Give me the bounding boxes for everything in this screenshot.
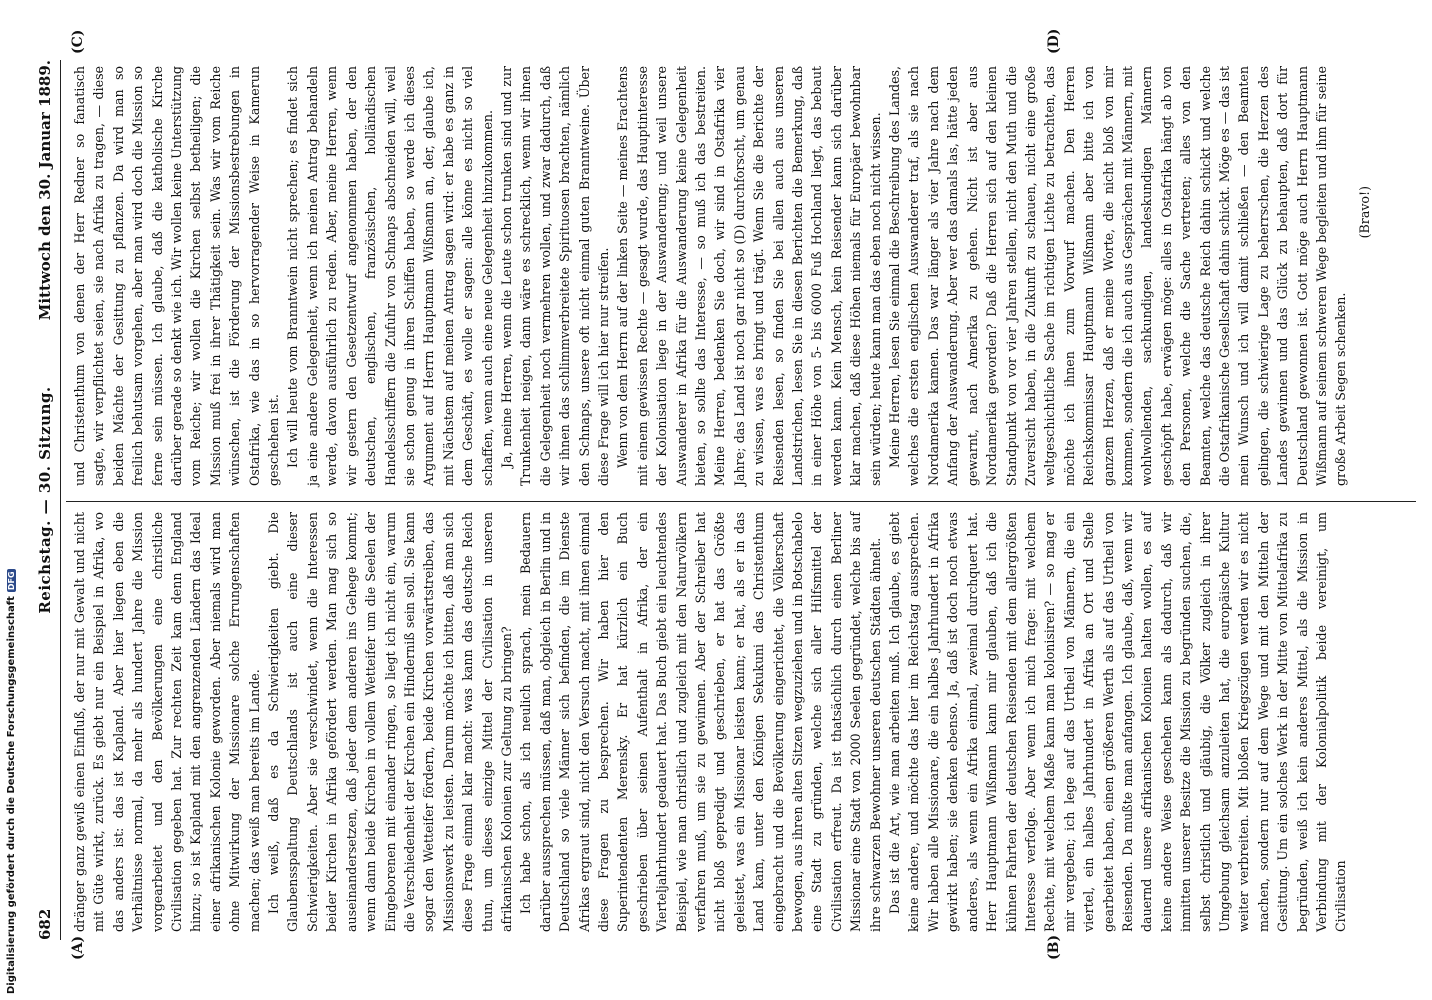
paragraph: und Christenthum von denen der Herr Redner so fanatisch sagte, wir verpflichtet seien, sie nach Afrika zu tragen, — diese beiden Mächte der Gesittung zu pflanzen. Da wird man so freilich behutsam vorgehen, aber man wird doch die Mission so ferne sein müssen. Ich glaube, daß die katholische Kirche darüber gerade so denkt wie ich. Wir wollen keine Unterstützung vom Reiche; wir wollen die Kirchen selbst betheiligen; die Mission muß frei in ihrer Thätigkeit sein. Was wir vom Reiche wünschen, ist die Förderung der Missionsbestrebungen in Ostafrika, wie das in so hervorragender Weise in Kamerun geschehen ist. — [72, 66, 282, 486]
paragraph: dränger ganz gewiß einen Einfluß, der nur mit Gewalt und nicht mit Güte wirkt, zurück. Es giebt nur ein Beispiel in Afrika, wo das anders ist: das ist Kapland. Aber hier liegen eben die Verhältnisse normal, da mehr als hundert Jahre die Mission vorgearbeitet und den Bevölkerungen eine christliche Civilisation gegeben hat. Zur rechten Zeit kam denn England hinzu; so ist Kapland mit den angrenzenden Ländern das Ideal einer afrikanischen Kolonie geworden. Aber niemals wird man ohne Mitwirkung der Missionare solche Errungenschaften machen; das weiß man bereits im Lande. — [72, 512, 262, 932]
paragraph: Wenn von dem Herrn auf der linken Seite — meines Erachtens mit einem gewissen Rechte — gesagt wurde, das Hauptinteresse der Kolonisation liege in der Auswanderung; und weil unsere Auswanderer in Afrika für die Auswanderung keine Gelegenheit bieten, so sollte das Interesse, — so muß ich das bestreiten. Meine Herren, bedenken Sie doch, wir sind in Ostafrika vier Jahre; das Land ist noch gar nicht so (D) durchforscht, um genau zu wissen, was es bringt und trägt. Wenn Sie die Berichte der Reisenden lesen, so finden Sie bei allen auch aus unseren Landstrichen, lesen Sie in diesen Berichten die Bemerkung, daß in einer Höhe von 5- bis 6000 Fuß Hochland liegt, das bebaut werden kann. Kein Mensch, kein Reisender kann sich darüber klar machen, daß diese Höhen niemals für Europäer bewohnbar sein würden; heute kann man das eben noch nicht wissen. — [615, 66, 883, 486]
paragraph: Ja, meine Herren, wenn die Leute schon trunken sind und zur Trunkenheit neigen, dann wäre es schrecklich, wenn wir ihnen die Gelegenheit noch vermehren wollen, und zwar dadurch, daß wir ihnen das schlimmverbreitete Spirituosen brachten, nämlich den Schnaps, unsere oft nicht einmal guten Branntweine. Über diese Frage will ich hier nur streifen. — [498, 66, 611, 486]
digitization-credit — [6, 571, 20, 994]
paragraph: Ich will heute vom Branntwein nicht sprechen; es findet sich ja eine andere Gelegenheit, wenn ich meinen Antrag behandeln werde, davon ausführlich zu reden. Aber, meine Herren, wenn wir gestern den Gesetzentwurf angenommen haben, der den deutschen, englischen, französischen, holländischen Handelsschiffern die Zufuhr von Schnaps abschneiden will, weil sie schon genug in ihren Schiffen haben, so werde ich dieses Argument auf Herrn Hauptmann Wißmann an, der, glaube ich, mit Nächstem auf meinen Antrag sagen wird: er habe es ganz in dem Geschäft, es wolle er sagen: alle könne es nicht so viel schaffen, wenn auch eine neue Gelegenheit hinzukommen. — [285, 66, 495, 486]
credit-text: Digitalisierung gefördert durch die Deutsche Forschungsgemeinschaft — [6, 596, 17, 994]
margin-marker-a: (A) — [70, 935, 86, 960]
margin-marker-c: (C) — [70, 29, 86, 54]
page-number: 682 — [36, 908, 54, 940]
paragraph: Meine Herren, lesen Sie einmal die Beschreibung des Landes, welches die ersten englischen Auswanderer traf, als sie nach Nordamerika kamen. Das war länger als vier Jahre nach dem Anfang der Auswanderung. Aber wer das damals las, hätte jeden gewarnt, nach Amerika zu gehen. Nicht ist aber aus Nordamerika geworden? Daß die Herren sich auf den kleinen Standpunkt von vor vier Jahren stellen, nicht den Muth und die Zuversicht haben, in die Zukunft zu schauen, nicht eine große weltgeschichtliche Sache im richtigen Lichte zu betrachten, das möchte ich ihnen zum Vorwurf machen. Den Herren Reichskommissar Hauptmann Wißmann aber bitte ich von ganzem Herzen, daß er meine Worte, die nicht bloß von mir kommen, sondern die ich auch aus Gesprächen mit Männern, mit wohlwollenden, sachkundigen, landeskundigen Männern geschöpft habe, erwägen möge: alles in Ostafrika hängt ab von den Personen, welche die Sache vertreten; alles von den Beamten, welche das deutsche Reich dahin schickt und welche die Ostafrikanische Gesellschaft dahin schickt. Möge es — das ist mein Wunsch und ich will damit schließen — den Beamten gelingen, die schwierige Lage zu beherrschen, die Herzen des Landes gewinnen und das Glück zu behaupten, daß dort für Deutschland gewonnen ist. Gott möge auch Herrn Hauptmann Wißmann auf seinem schweren Wege begleiten und ihm für seine große Arbeit Segen schenken. — [887, 66, 1349, 486]
page-header — [36, 60, 58, 940]
paragraph: Ich weiß, daß es da Schwierigkeiten giebt. Die Glaubensspaltung Deutschlands ist auch eine dieser Schwierigkeiten. Aber sie verschwindet, wenn die Interessen beider Kirchen in Afrika gefördert werden. Man mag sich so auseinandersetzen, daß jeder dem anderen ins Gehege kommt; wenn dann beide Kirchen in vollem Wetteifer um die Seelen der Eingeborenen mit einander ringen, so liegt ich nicht ein, warum die Verschiedenheit der Kirchen ein Hinderniß sein soll. Sie kann sogar den Wetteifer fördern, beide Kirchen vorwärtstreiben, das Missionswerk zu leisten. Darum möchte ich bitten, daß man sich diese Frage einmal klar macht: was kann das deutsche Reich thun, um dieses einzige Mittel der Civilisation in unseren afrikanischen Kolonien zur Geltung zu bringen? — [266, 512, 514, 932]
dfg-logo: DFG — [7, 571, 16, 591]
margin-marker-b: (B) — [1046, 934, 1062, 960]
session-date: Mittwoch den 30. Januar 1889. — [36, 60, 54, 321]
column-divider — [66, 501, 1416, 502]
right-text-column — [70, 66, 1374, 486]
margin-marker-d: (D) — [1046, 28, 1062, 54]
header-rule — [60, 60, 61, 940]
page-title: Reichstag. — 30. Sitzung. — [36, 386, 54, 614]
paragraph: Das ist die Art, wie man arbeiten muß. Ich glaube, es giebt keine andere, und möchte das hier im Reichstag aussprechen. Wir haben alle Missionare, die ein halbes Jahrhundert in Afrika gewirkt haben; sie denken ebenso. Ja, daß ist doch noch etwas anderes, als wenn ein Afrika einmal, zweimal durchquert hat. Herr Hauptmann Wißmann kann mir glauben, daß ich die kühnen Fahrten der deutschen Reisenden mit dem allergrößten Interesse verfolge. Aber wenn ich mich frage: mit welchem Rechte, mit welchem Maße kann man kolonisiren? — so mag er mir vergeben; ich lege auf das Urtheil von Männern, die ein viertel, ein halbes Jahrhundert in Afrika an Ort und Stelle gearbeitet haben, einen größeren Werth als auf das Urtheil von Reisenden. Da mußte man anfangen. Ich glaube, daß, wenn wir dauernd unsere afrikanischen Kolonien halten wollen, es auf keine andere Weise geschehen kann als dadurch, daß wir inmitten unserer Besitze die Mission zu begründen suchen, die, selbst christlich und gläubig, die Völker zugleich in ihrer Umgebung gleichsam anzuleiten hat, die europäische Kultur weiter verbreiten. Mit bloßen Kriegszügen werden wir es nicht machen, sondern nur auf dem Wege und mit den Mitteln der Gesittung. Um ein solches Werk in der Mitte von Mittelafrika zu begründen, weiß ich kein anderes Mittel, als die Mission in Verbindung mit der Kolonialpolitik beide vereinigt, um Civilisation — [887, 512, 1349, 932]
applause-note: (Bravo!) — [1356, 186, 1372, 239]
paragraph: Ich habe schon, als ich neulich sprach, mein Bedauern darüber aussprechen müssen, daß man, obgleich in Berlin und in Deutschland so viele Männer sich befinden, die im Dienste Afrikas ergraut sind, nicht den Versuch macht, mit ihnen einmal diese Fragen zu besprechen. Wir haben hier den Superintendenten Merensky. Er hat kürzlich ein Buch geschrieben über seinen Aufenthalt in Afrika, der ein Vierteljahrhundert gedauert hat. Das Buch giebt ein leuchtendes Beispiel, wie man christlich und zugleich mit den Naturvölkern verfahren muß, um sie zu gewinnen. Aber der Schreiber hat nicht bloß gepredigt und geschrieben, er hat das Größte geleistet, was ein Missionar leisten kann; er hat, als er in das Land kam, unter den Königen Sekukuni das Christenthum eingebracht und die Bevölkerung eingerichtet, die Völkerschaft bewogen, aus ihren alten Sitzen wegzuziehen und in Botschabelo eine Stadt zu gründen, welche sich aller Hilfsmittel der Civilisation erfreut. Da ist thatsächlich durch einen Berliner Missionar eine Stadt von 2000 Seelen gegründet, welche bis auf ihre schwarzen Bewohner unseren deutschen Städten ähnelt. — [518, 512, 883, 932]
left-text-column — [70, 512, 1351, 932]
